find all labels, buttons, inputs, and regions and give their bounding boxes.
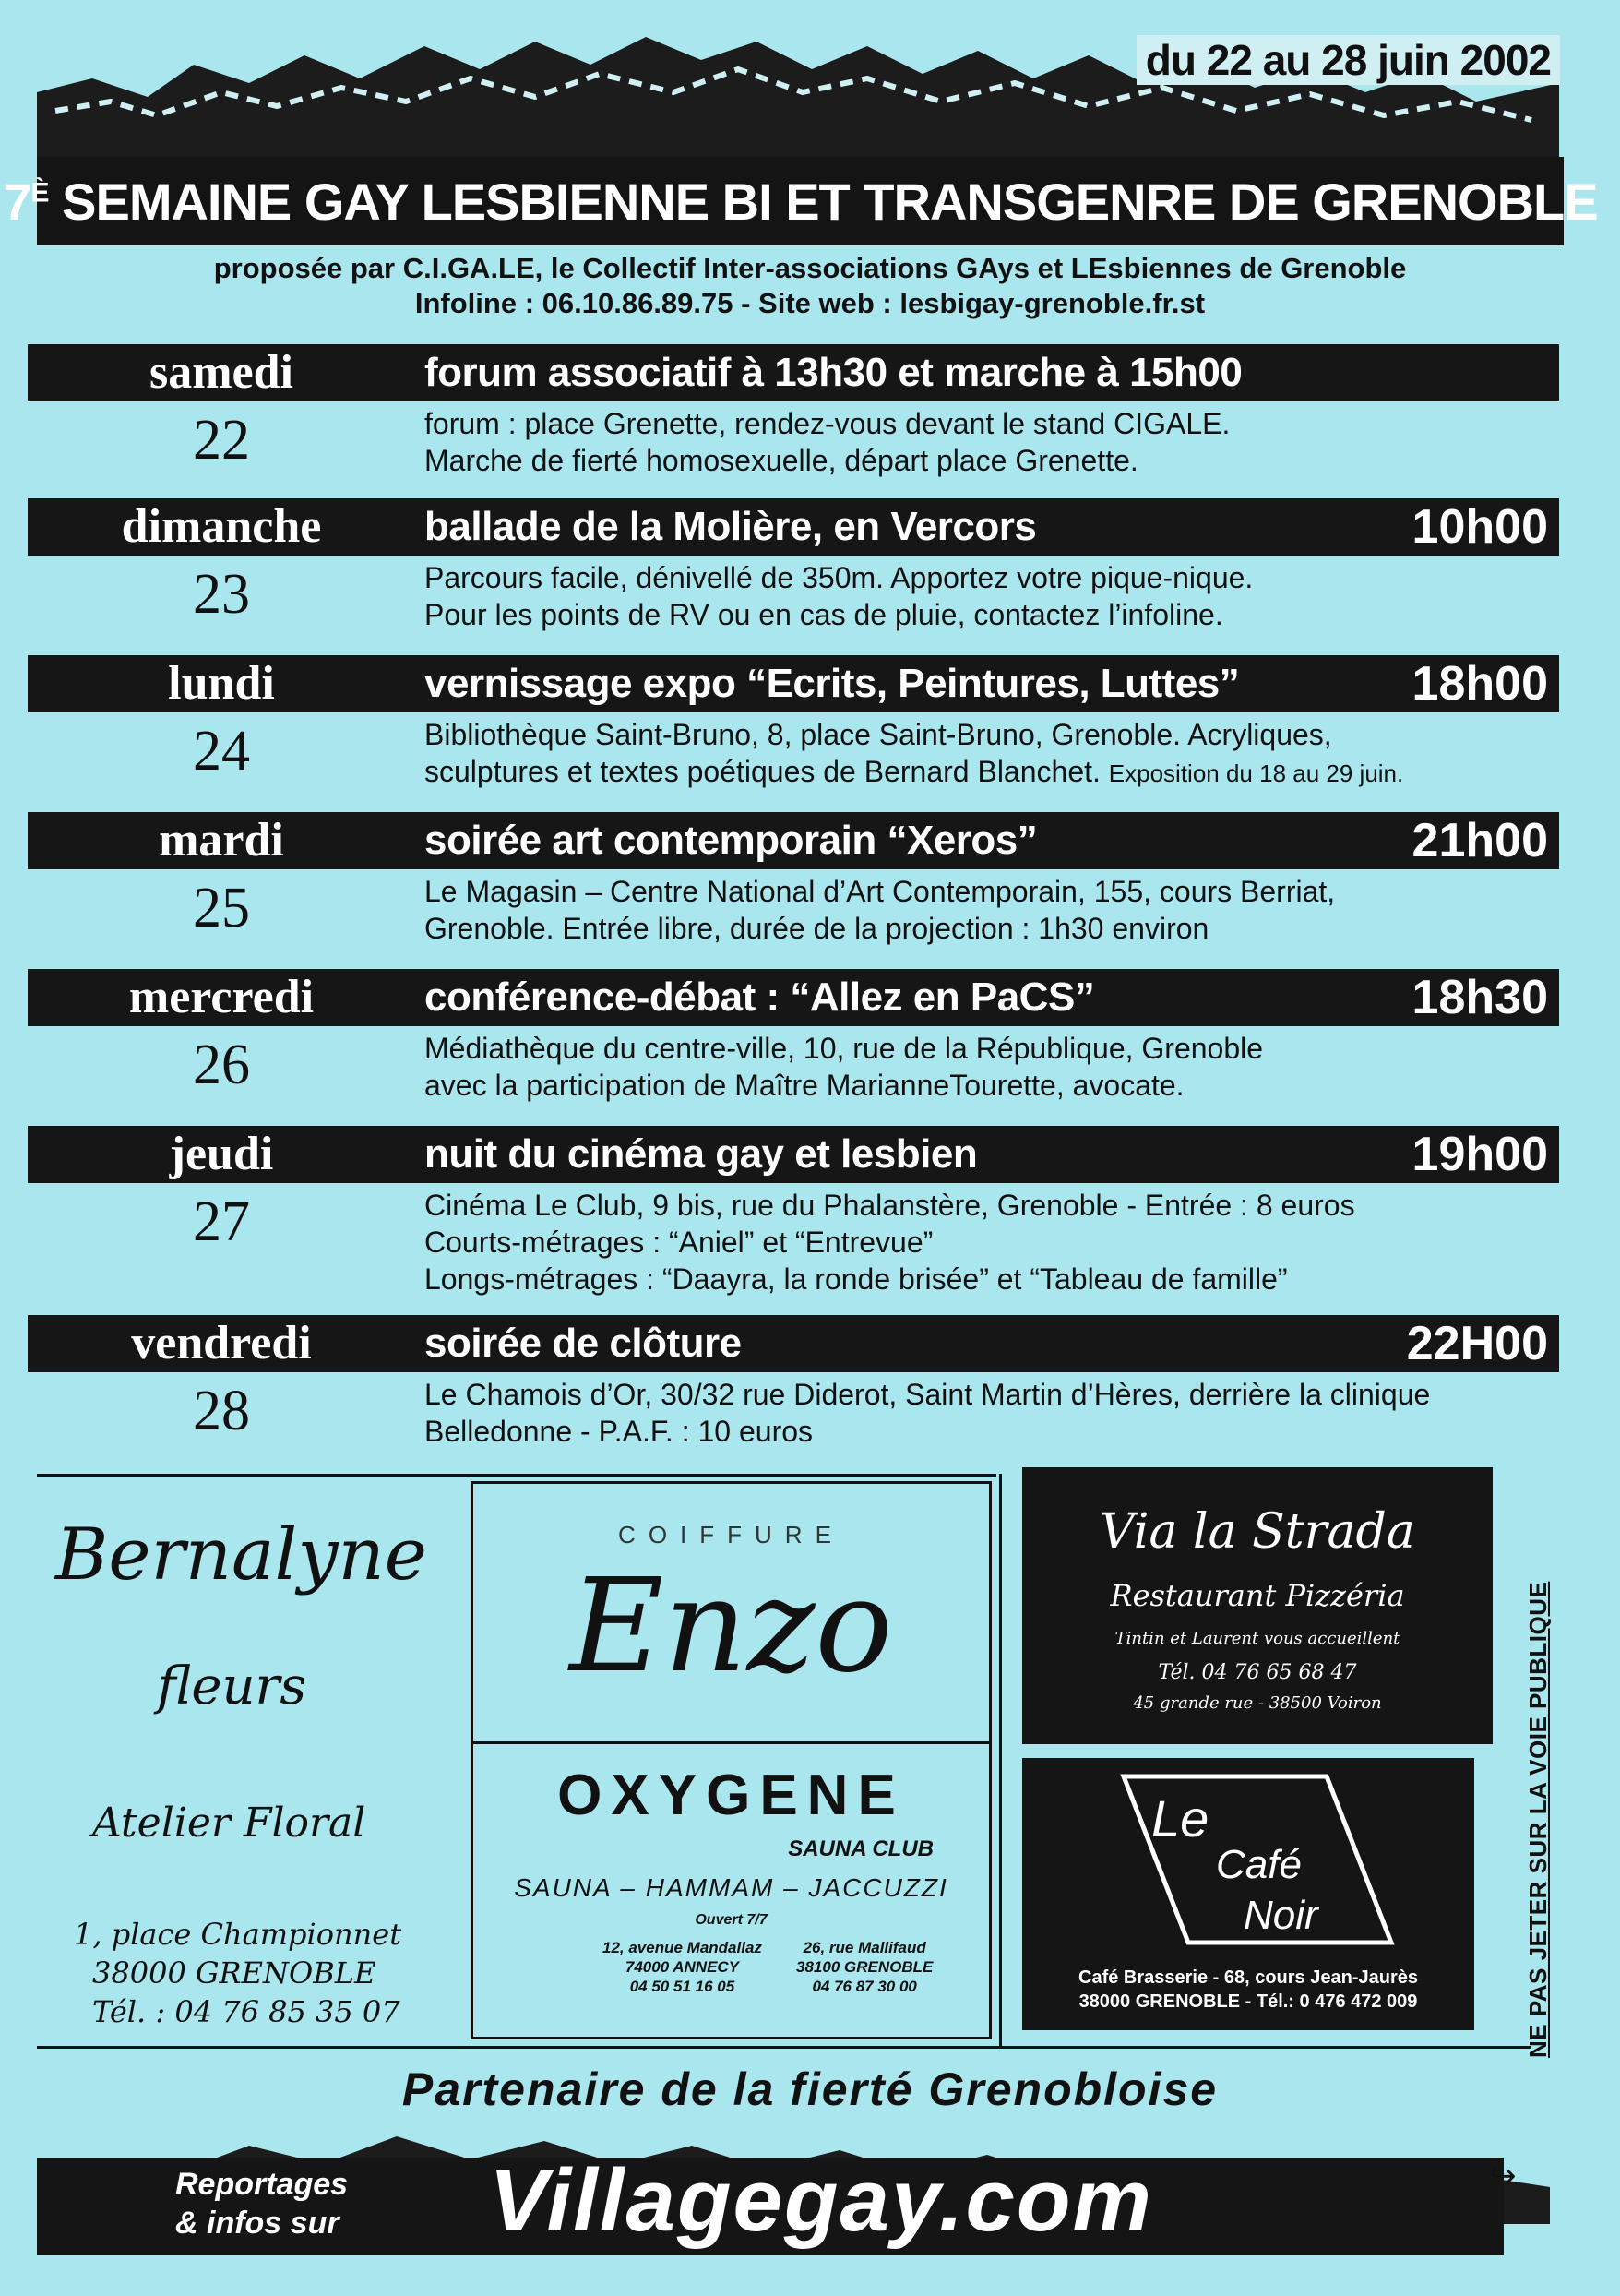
divider — [37, 1474, 996, 1477]
schedule-day — [28, 812, 1559, 960]
oxygene-hours: Ouvert 7/7 — [695, 1912, 768, 1928]
ad-enzo-hairdresser — [471, 1481, 992, 1744]
description-line: forum : place Grenette, rendez-vous devant le stand CIGALE. — [424, 407, 1231, 440]
florist-atelier: Atelier Floral — [92, 1800, 366, 1847]
day-header-bar — [28, 969, 1559, 1026]
day-name: lundi — [168, 657, 275, 710]
infoline-line: Infoline : 06.10.86.89.75 - Site web : lesbigay-grenoble.fr.st — [414, 287, 1206, 319]
cafe-address: Café Brasserie - 68, cours Jean-Jaurès 38000 GRENOBLE - Tél.: 0 476 472 009 — [1078, 1967, 1418, 2012]
event-title: nuit du cinéma gay et lesbien — [424, 1131, 978, 1177]
description-line: Belledonne - P.A.F. : 10 euros — [424, 1415, 814, 1448]
oxygene-address-grenoble: 26, rue Mallifaud 38100 GRENOBLE 04 76 87 30 00 — [796, 1939, 934, 1995]
event-title: soirée art contemporain “Xeros” — [424, 818, 1038, 863]
site-url: Villagegay.com — [489, 2151, 1153, 2250]
schedule-day — [28, 969, 1559, 1117]
description-line: Marche de fierté homosexuelle, départ place Grenette. — [424, 444, 1138, 477]
ad-oxygene-sauna — [471, 1744, 992, 2039]
day-number: 28 — [193, 1380, 250, 1442]
day-header-bar — [28, 812, 1559, 869]
page-title: $7^È$ SEMAINE GAY LESBIENNE BI ET TRANSGENRE DE GRENOBLE — [3, 172, 1598, 231]
arrow-icon: ↪ — [1490, 2158, 1517, 2194]
event-time: 10h00 — [1412, 500, 1548, 554]
event-title: forum associatif à 13h30 et marche à 15h00 — [424, 350, 1243, 395]
day-name: dimanche — [121, 500, 322, 553]
description-line: avec la participation de Maître MarianneTourette, avocate. — [424, 1069, 1185, 1102]
oxygene-services: SAUNA – HAMMAM – JACCUZZI — [514, 1873, 948, 1902]
phone-line: Tél. : 04 76 85 35 07 — [92, 1994, 400, 2029]
ad-cafe-noir — [1022, 1758, 1474, 2030]
event-time: 19h00 — [1412, 1128, 1548, 1181]
strada-welcome: Tintin et Laurent vous accueillent — [1114, 1629, 1400, 1648]
strada-subtitle: Restaurant Pizzéria — [1110, 1578, 1405, 1613]
event-title: ballade de la Molière, en Vercors — [424, 504, 1037, 549]
address-line: 38000 GRENOBLE — [92, 1955, 376, 1991]
event-description — [424, 1187, 1355, 1297]
divider — [37, 2046, 1531, 2049]
description-line: Bibliothèque Saint-Bruno, 8, place Saint-Bruno, Grenoble. Acryliques, — [424, 718, 1332, 751]
reportages-text: Reportages & infos sur — [175, 2167, 349, 2241]
description-line: Médiathèque du centre-ville, 10, rue de la République, Grenoble — [424, 1032, 1264, 1065]
enzo-category: COIFFURE — [618, 1521, 844, 1549]
event-title: soirée de clôture — [424, 1321, 742, 1366]
footer-banner — [37, 2151, 1504, 2255]
schedule-day — [28, 655, 1559, 803]
description-line: Grenoble. Entrée libre, durée de la projection : 1h30 environ — [424, 912, 1209, 945]
exhibition-dates: Exposition du 18 au 29 juin. — [1108, 759, 1404, 787]
ad-bernalyne-florist — [37, 1481, 471, 2044]
day-header-bar — [28, 1315, 1559, 1372]
day-header-bar — [28, 344, 1559, 401]
description-line: Longs-métrages : “Daayra, la ronde brisée” et “Tableau de famille” — [424, 1262, 1288, 1296]
day-name: samedi — [149, 346, 293, 399]
florist-tagline: fleurs — [157, 1656, 307, 1716]
day-name: jeudi — [169, 1128, 274, 1180]
enzo-logo: Enzo — [569, 1551, 893, 1702]
organizer-line: proposée par C.I.GA.LE, le Collectif Inter-associations GAys et LEsbiennes de Grenoble — [213, 252, 1407, 284]
schedule-day — [28, 498, 1559, 646]
oxygene-address-annecy: 12, avenue Mandallaz 74000 ANNECY 04 50 51 16 05 — [602, 1939, 762, 1995]
cafe-noir-logo — [1087, 1772, 1400, 1947]
day-header-bar — [28, 1126, 1559, 1183]
event-time: 18h00 — [1412, 657, 1548, 711]
day-number: 22 — [193, 409, 250, 472]
event-time: 18h30 — [1412, 971, 1548, 1024]
description-line: Le Chamois d’Or, 30/32 rue Diderot, Saint Martin d’Hères, derrière la clinique — [424, 1378, 1431, 1411]
day-name: vendredi — [131, 1317, 312, 1369]
event-description — [424, 716, 1403, 792]
schedule-day — [28, 1126, 1559, 1310]
schedule-day — [28, 1315, 1559, 1463]
florist-address — [74, 1915, 401, 2031]
description-line: Parcours facile, dénivellé de 350m. Apportez votre pique-nique. — [424, 561, 1254, 594]
event-description — [424, 405, 1230, 479]
day-header-bar — [28, 655, 1559, 712]
svg-text:Café: Café — [1216, 1842, 1302, 1887]
event-title: conférence-débat : “Allez en PaCS” — [424, 975, 1095, 1020]
organizer-info — [0, 251, 1620, 321]
event-description — [424, 559, 1253, 633]
day-name: mercredi — [128, 971, 315, 1023]
day-number: 24 — [193, 720, 250, 783]
oxygene-logo: OXYGENE — [557, 1764, 905, 1827]
description-line: Cinéma Le Club, 9 bis, rue du Phalanstère, Grenoble - Entrée : 8 euros — [424, 1189, 1355, 1222]
day-number: 25 — [193, 877, 250, 939]
description-line: sculptures et textes poétiques de Bernard Blanchet. Exposition du 18 au 29 juin. — [424, 755, 1404, 788]
event-description — [424, 1030, 1263, 1104]
florist-name: Bernalyne — [55, 1513, 427, 1596]
svg-text:Noir: Noir — [1244, 1893, 1318, 1938]
strada-name: Via la Strada — [1100, 1504, 1415, 1560]
description-line: Le Magasin – Centre National d’Art Contemporain, 155, cours Berriat, — [424, 875, 1336, 908]
partner-heading: Partenaire de la fierté Grenobloise — [401, 2063, 1219, 2115]
address-line: 1, place Championnet — [74, 1917, 402, 1952]
day-header-bar — [28, 498, 1559, 556]
oxygene-club: SAUNA CLUB — [788, 1836, 934, 1861]
strada-address: 45 grande rue - 38500 Voiron — [1133, 1693, 1382, 1713]
ad-via-la-strada — [1022, 1467, 1493, 1744]
page-title-bar — [3, 157, 1598, 245]
event-description — [424, 873, 1335, 947]
strada-phone: Tél. 04 76 65 68 47 — [1158, 1661, 1357, 1684]
event-time: 21h00 — [1412, 814, 1548, 867]
divider — [999, 1474, 1002, 2046]
description-line: Courts-métrages : “Aniel” et “Entrevue” — [424, 1226, 934, 1259]
schedule-day — [28, 344, 1559, 492]
day-name: mardi — [159, 814, 284, 867]
day-number: 23 — [193, 563, 250, 626]
event-title: vernissage expo “Ecrits, Peintures, Luttes” — [424, 661, 1240, 706]
description-line: Pour les points de RV ou en cas de pluie, contactez l’infoline. — [424, 598, 1223, 631]
date-range: du 22 au 28 juin 2002 — [1137, 35, 1560, 85]
day-number: 26 — [193, 1034, 250, 1096]
event-description — [424, 1376, 1430, 1450]
day-number: 27 — [193, 1190, 250, 1253]
event-time: 22H00 — [1406, 1317, 1548, 1370]
svg-text:Le: Le — [1151, 1789, 1209, 1848]
